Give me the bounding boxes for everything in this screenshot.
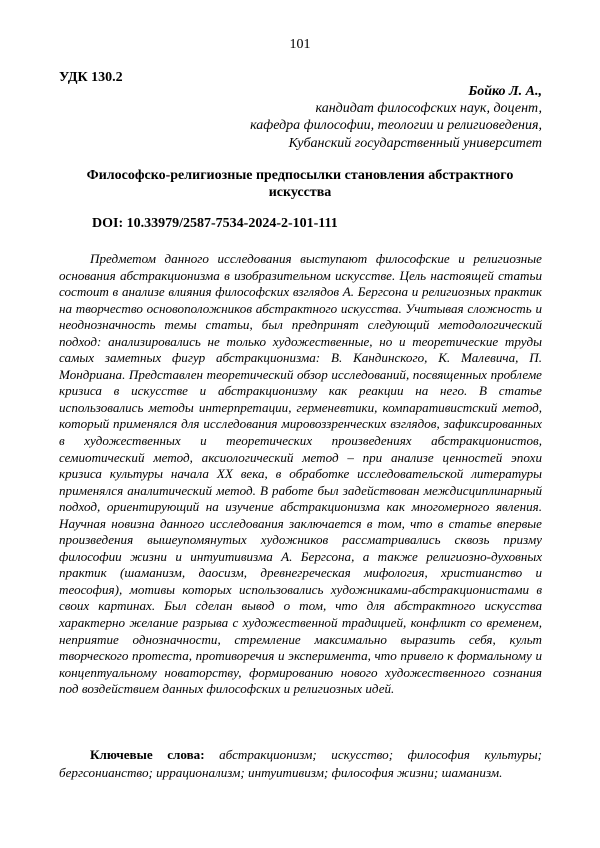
doi: DOI: 10.33979/2587-7534-2024-2-101-111 (92, 216, 338, 231)
article-title: Философско-религиозные предпосылки становления абстрактного искусства (86, 168, 514, 200)
keywords-label: Ключевые слова: (90, 747, 205, 762)
keywords-paragraph (59, 746, 542, 781)
author-department: кафедра философии, теологии и религиоведения, (250, 118, 542, 134)
abstract-paragraph: Предметом данного исследования выступают философские и религиозные основания абстракционизма в изобразительном искусстве. Цель настоящей статьи состоит в анализе влияния философских взглядов А. Бергсона и религиозных практик на творчество основоположников абстрактного искусства. Учитывая сложность и неоднозначность темы статьи, был предпринят следующий методологический подход: анализировались не только художественные, но и теоретические труды самых заметных фигур абстракционизма: В. Кандинского, К. Малевича, П. Мондриана. Представлен теоретический обзор исследований, посвященных проблеме кризиса в искусстве и абстракционизму как реакции на него. В статье использовались методы интерпретации, герменевтики, компаративистский метод, который применялся для исследования мировоззренческих взглядов, зафиксированных в художественных и теоретических произведениях абстракционистов, семиотический метод, аксиологический метод – при анализе ценностей эпохи кризиса культуры начала XX века, в обработке исследовательской литературы применялся аналитический метод. В работе был задействован междисциплинарный подход, ориентирующий на изучение абстракционизма как многомерного явления. Научная новизна данного исследования заключается в том, что в статье впервые произведения вышеупомянутых художников рассматривались сквозь призму философии жизни и интуитивизма А. Бергсона, а также религиозно-духовных практик (шаманизм, даосизм, древнегреческая мифология, христианство и теософия), мотивы которых использовались художниками-абстракционистами в своих картинах. Был сделан вывод о том, что для абстрактного искусства характерно желание разрыва с художественной традицией, конфликт со временем, неприятие однозначности, стремление максимально выразить себя, культ творческого протеста, противоречия и эксперимента, что привело к формальному и концептуальному новаторству, формированию нового художественного сознания под воздействием данных философских и религиозных идей. (59, 251, 542, 697)
page-number: 101 (289, 37, 311, 52)
udk-code: УДК 130.2 (59, 70, 123, 85)
author-block (250, 83, 542, 152)
author-university: Кубанский государственный университет (288, 135, 542, 151)
author-name: Бойко Л. А., (468, 84, 542, 99)
author-position: кандидат философских наук, доцент, (315, 101, 542, 117)
keywords-text: абстракционизм; искусство; философия культуры; бергсонианство; иррационализм; интуитивизм; философия жизни; шаманизм. (59, 747, 543, 780)
